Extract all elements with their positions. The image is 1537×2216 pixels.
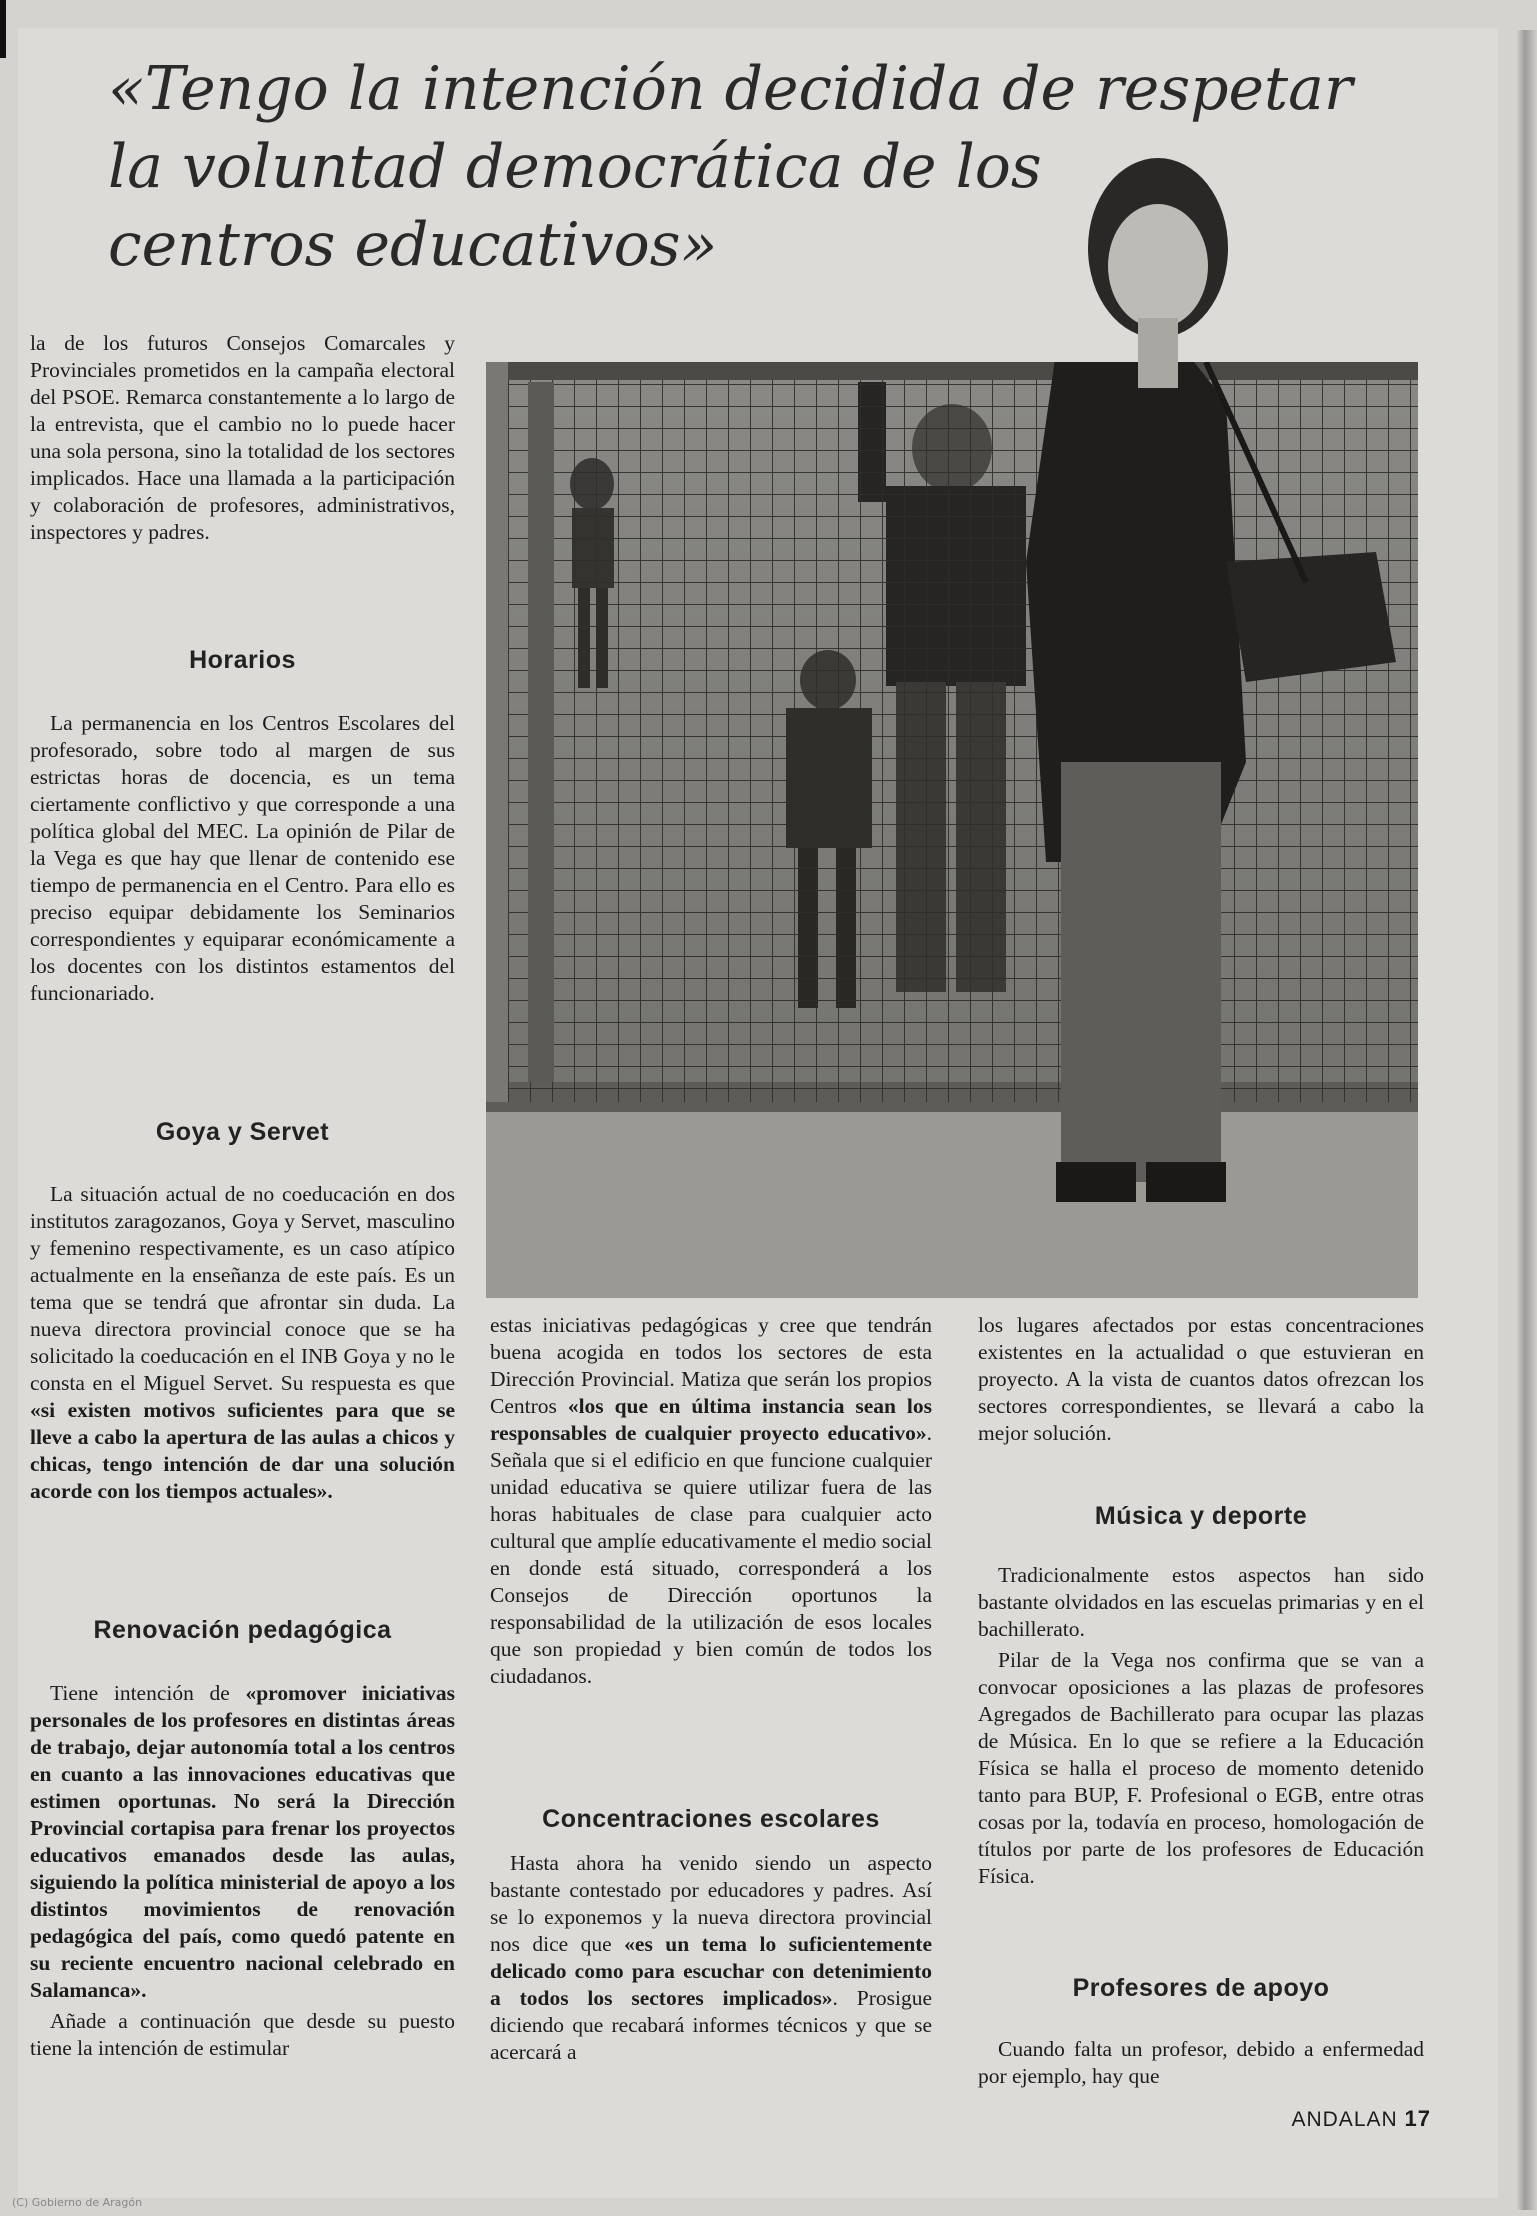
concentraciones-text: Hasta ahora ha venido siendo un aspecto bastante contestado por educadores y padres. Así se lo exponemos y la nueva directora provincial nos dice que (490, 1851, 932, 1956)
concentraciones-quote: «es un tema lo suficientemente delicado como para escuchar con detenimiento a todos los sectores implicados» (490, 1932, 933, 2010)
column-3-profesores (978, 2036, 1424, 2094)
paragraph-pilar: Pilar de la Vega nos confirma que se van a convocar oposiciones a las plazas de profesores Agregados de Bachillerato para ocupar las plazas de Música. En lo que se refiere a la Educación Física se halla el proceso de momento detenido tanto para BUP, F. Profesional o EGB, entre otras cosas por la, todavía en proceso, homologación de títulos por parte de los profesores de Educación Física. (978, 1648, 1424, 1888)
iniciativas-text-2: . Señala que si el edificio en que funcione cualquier unidad educativa se quiere utilizar fuera de las horas habituales de clase para cualquier acto cultural que amplíe educativamente el medio social en donde está situado, corresponderá a los Consejos de Dirección oportunos la responsabilidad de la utilización de esos locales que son propiedad y bien común de todos los ciudadanos. (490, 1421, 932, 1688)
iniciativas-text: estas iniciativas pedagógicas y cree que tendrán buena acogida en todos los sectores de esta Dirección Provincial. Matiza que serán los propios Centros (490, 1313, 932, 1418)
page-footer (1291, 2106, 1431, 2132)
page-number: 17 (1404, 2106, 1431, 2131)
scan-edge-mark (0, 0, 6, 58)
paragraph-anade: Añade a continuación que desde su puesto tiene la intención de estimular (30, 2009, 455, 2060)
column-2-concentraciones (490, 1850, 932, 2070)
renovacion-text: Tiene intención de (50, 1681, 246, 1705)
column-1-goya (30, 1181, 455, 1509)
paragraph-lugares: los lugares afectados por estas concentraciones existentes en la actualidad o que estuvieran en proyecto. A la vista de cuantos datos ofrezcan los sectores correspondientes, se llevará a cabo la mejor solución. (978, 1313, 1424, 1445)
goya-quote: «si existen motivos suficientes para que se lleve a cabo la apertura de las aulas a chicos y chicas, tengo intención de dar una solución acorde con los tiempos actuales». (30, 1398, 455, 1503)
subheading-renovacion: Renovación pedagógica (93, 1616, 392, 1644)
photo-schoolyard-fence (486, 362, 1418, 1298)
paragraph-intro: la de los futuros Consejos Comarcales y Provinciales prometidos en la campaña electoral del PSOE. Remarca constantemente a lo largo de la entrevista, que el cambio no lo puede hacer una sola persona, sino la totalidad de los sectores implicados. Hace una llamada a la participación y colaboración de profesores, administrativos, inspectores y padres. (30, 331, 455, 544)
subheading-musica-deporte: Música y deporte (1094, 1502, 1308, 1530)
paragraph-profesores: Cuando falta un profesor, debido a enfermedad por ejemplo, hay que (978, 2037, 1424, 2088)
photo-woman-head (1058, 148, 1258, 388)
renovacion-quote: «promover iniciativas personales de los profesores en distintas áreas de trabajo, dejar autonomía total a los centros en cuanto a las innovaciones educativas que estimen oportunas. No será la Dirección Provincial cortapisa para frenar los proyectos educativos emanados desde las aulas, siguiendo la política ministerial de apoyo a los distintos movimientos de renovación pedagógica del país, como quedó patente en su reciente encuentro nacional celebrado en Salamanca». (30, 1681, 455, 2002)
headline-line-2: la voluntad democrática de los (108, 132, 1042, 202)
goya-text: La situación actual de no coeducación en dos institutos zaragozanos, Goya y Servet, masculino y femenino respectivamente, es un caso atípico actualmente en la enseñanza de este país. Es un tema que se tendrá que afrontar sin duda. La nueva directora provincial conoce que se ha solicitado la coeducación en el INB Goya y no le consta en el Miguel Servet. Su respuesta es que (30, 1182, 455, 1395)
column-3-top (978, 1312, 1424, 1451)
concentraciones-text-2: . Prosigue diciendo que recabará informes técnicos y que se acercará a (490, 1986, 932, 2064)
copyright-notice: (C) Gobierno de Aragón (12, 2196, 143, 2209)
subheading-profesores-apoyo: Profesores de apoyo (1072, 1974, 1330, 2002)
headline-line-3: centros educativos» (108, 210, 718, 280)
column-1-renovacion (30, 1680, 455, 2066)
paragraph-renovacion (30, 1680, 455, 2004)
paragraph-horarios: La permanencia en los Centros Escolares del profesorado, sobre todo al margen de sus estrictas horas de docencia, es un tema ciertamente conflictivo y que corresponde a una política global del MEC. La opinión de Pilar de la Vega es que hay que llenar de contenido ese tiempo de permanencia en el Centro. Para ello es preciso equipar debidamente los Seminarios correspondientes y equiparar económicamente a los docentes con los distintos estamentos del funcionariado. (30, 711, 455, 1005)
publication-name: ANDALAN (1291, 2108, 1398, 2131)
paragraph-tradicionalmente: Tradicionalmente estos aspectos han sido bastante olvidados en las escuelas primarias y en el bachillerato. (978, 1563, 1424, 1641)
subheading-concentraciones: Concentraciones escolares (542, 1805, 880, 1833)
column-2-top (490, 1312, 932, 1694)
column-1-intro (30, 330, 455, 550)
paragraph-goya (30, 1181, 455, 1505)
photo-illustration (486, 362, 1418, 1298)
subheading-horarios: Horarios (189, 646, 296, 674)
paragraph-concentraciones (490, 1850, 932, 2066)
column-1-horarios (30, 710, 455, 1011)
subheading-goya-servet: Goya y Servet (155, 1118, 330, 1146)
page-gutter (1517, 30, 1537, 2210)
paragraph-iniciativas (490, 1312, 932, 1690)
iniciativas-quote: «los que en última instancia sean los responsables de cualquier proyecto educativo» (490, 1394, 932, 1445)
headline-line-1: «Tengo la intención decidida de respetar (108, 54, 1353, 124)
column-3-musica (978, 1562, 1424, 1894)
